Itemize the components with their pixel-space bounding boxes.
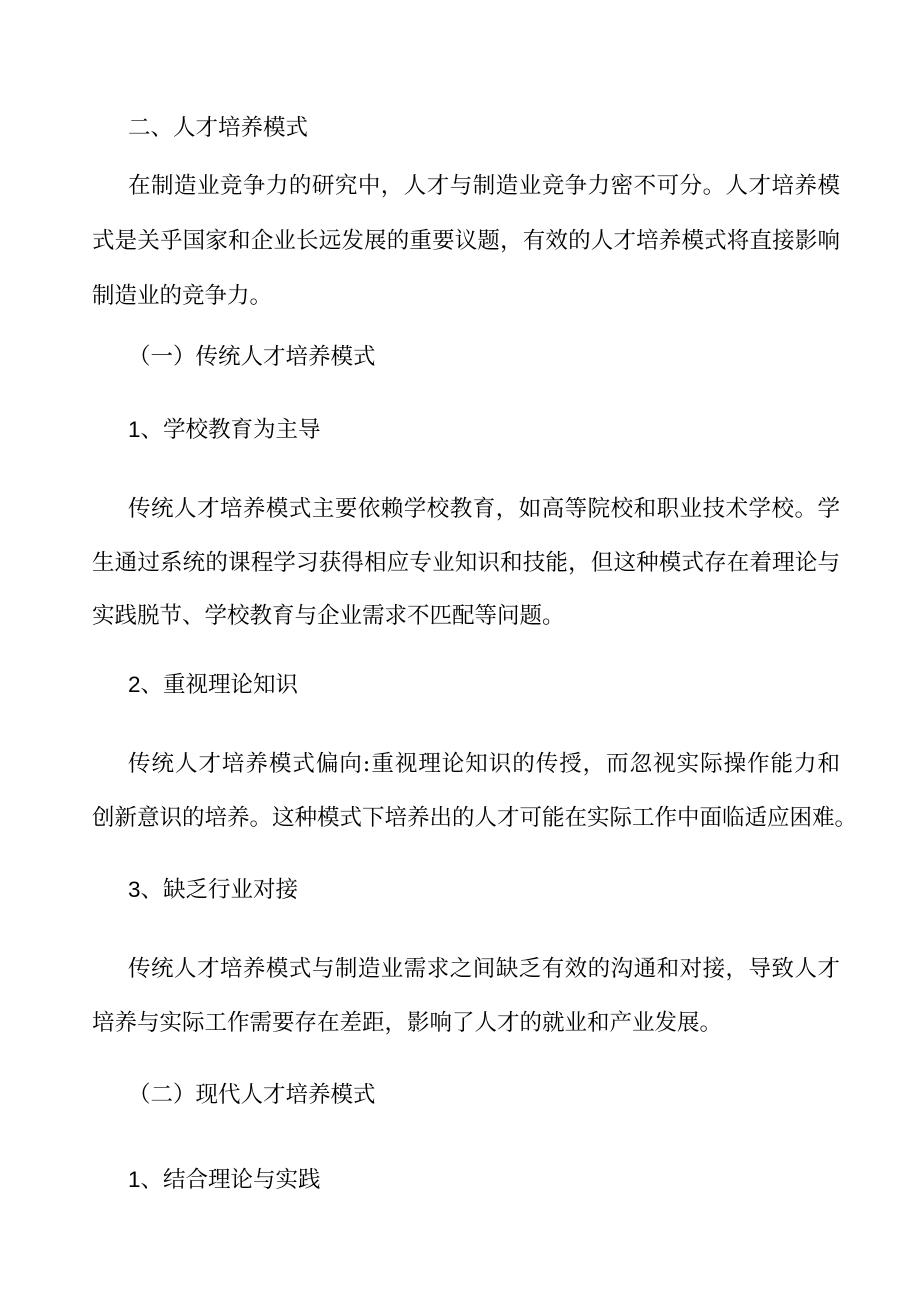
- subsection-heading-traditional: （一）传统人才培养模式: [128, 344, 376, 370]
- item-heading-industry-link: [128, 875, 298, 905]
- theory-paragraph-line-1: 传统人才培养模式偏向:重视理论知识的传授，而忽视实际操作能力和: [128, 751, 840, 777]
- item-number: 3: [128, 877, 141, 902]
- item-heading-theory-focus: [128, 670, 298, 700]
- industry-paragraph-line-2: 培养与实际工作需要存在差距，影响了人才的就业和产业发展。: [92, 1010, 723, 1036]
- school-paragraph-line-3: 实践脱节、学校教育与企业需求不匹配等问题。: [92, 603, 565, 629]
- item-number: 1: [128, 417, 141, 442]
- item-heading-school-education: [128, 415, 321, 445]
- intro-paragraph-line-1: 在制造业竞争力的研究中，人才与制造业竞争力密不可分。人才培养模: [128, 173, 840, 199]
- item-title: 、缺乏行业对接: [140, 877, 299, 903]
- theory-paragraph-line-2: 创新意识的培养。这种模式下培养出的人才可能在实际工作中面临适应困难。: [92, 805, 858, 831]
- subsection-heading-modern: （二）现代人才培养模式: [128, 1082, 376, 1108]
- item-number: 1: [128, 1167, 141, 1192]
- intro-paragraph-line-3: 制造业的竞争力。: [92, 283, 273, 309]
- item-heading-theory-practice: [128, 1165, 321, 1195]
- item-number: 2: [128, 672, 141, 697]
- intro-paragraph-line-2: 式是关乎国家和企业长远发展的重要议题，有效的人才培养模式将直接影响: [92, 228, 840, 254]
- item-title: 、重视理论知识: [140, 672, 299, 698]
- section-heading: 二、人才培养模式: [128, 115, 309, 141]
- school-paragraph-line-1: 传统人才培养模式主要依赖学校教育，如高等院校和职业技术学校。学: [128, 496, 840, 522]
- item-title: 、结合理论与实践: [140, 1167, 321, 1193]
- item-title: 、学校教育为主导: [140, 417, 321, 443]
- industry-paragraph-line-1: 传统人才培养模式与制造业需求之间缺乏有效的沟通和对接，导致人才: [128, 956, 840, 982]
- school-paragraph-line-2: 生通过系统的课程学习获得相应专业知识和技能，但这种模式存在着理论与: [92, 550, 840, 576]
